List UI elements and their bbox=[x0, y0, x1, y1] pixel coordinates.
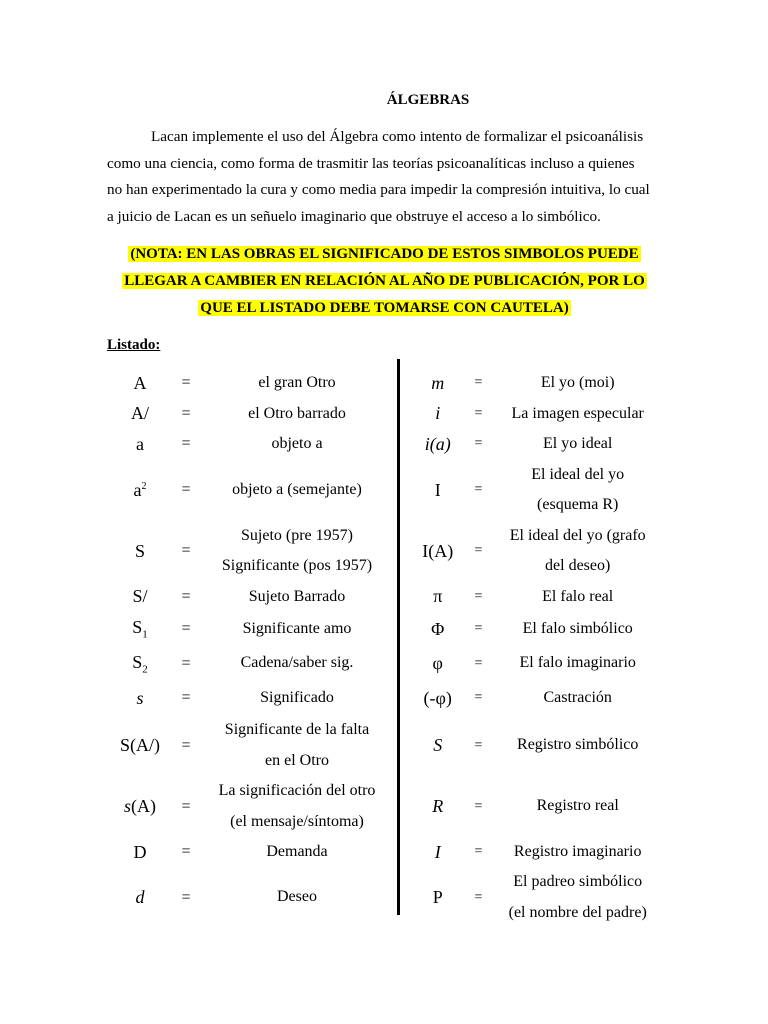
column-divider bbox=[397, 359, 400, 915]
equals-sign: = bbox=[474, 737, 483, 753]
symbol: (-φ) bbox=[423, 687, 452, 708]
meaning: Significante amo bbox=[242, 619, 352, 637]
equals-sign: = bbox=[474, 690, 483, 705]
highlighted-note bbox=[107, 241, 662, 322]
equals-sign: = bbox=[474, 844, 483, 860]
symbol-row bbox=[402, 612, 672, 646]
equals-sign: = bbox=[474, 798, 483, 814]
meaning: Sujeto Barrado bbox=[248, 587, 346, 605]
symbol: I(A) bbox=[422, 540, 454, 561]
meaning: El yo ideal bbox=[543, 435, 613, 452]
meaning-line-2: del deseo) bbox=[545, 557, 611, 574]
equals-sign: = bbox=[181, 404, 191, 422]
meaning: Registro imaginario bbox=[513, 843, 642, 860]
symbol: i bbox=[435, 403, 441, 424]
symbol: π bbox=[433, 586, 443, 607]
symbol-row bbox=[402, 368, 672, 399]
symbol-row bbox=[402, 868, 672, 928]
meaning: el Otro barrado bbox=[248, 404, 346, 422]
symbols-left-column bbox=[110, 368, 392, 928]
equals-sign: = bbox=[181, 654, 191, 672]
symbol: R bbox=[432, 796, 444, 816]
symbol: S/ bbox=[132, 586, 148, 607]
symbol bbox=[110, 652, 170, 676]
subscript: 1 bbox=[142, 628, 148, 641]
meaning: La imagen especular bbox=[511, 404, 644, 422]
meaning bbox=[202, 776, 392, 837]
meaning: el gran Otro bbox=[258, 374, 336, 391]
symbol: Φ bbox=[431, 618, 445, 639]
symbol-row bbox=[402, 681, 672, 715]
equals-sign: = bbox=[181, 435, 191, 453]
symbol-row bbox=[110, 460, 392, 521]
symbol-row bbox=[402, 715, 672, 776]
meaning-line-2: (el nombre del padre) bbox=[508, 903, 647, 921]
symbol: a bbox=[136, 433, 144, 454]
symbol bbox=[110, 617, 170, 641]
equals-sign: = bbox=[474, 621, 483, 636]
meaning: El yo (moi) bbox=[540, 374, 615, 391]
meaning: Castración bbox=[543, 688, 612, 706]
note-line-1: (NOTA: EN LAS OBRAS EL SIGNIFICADO DE ESTOS SIMBOLOS PUEDE bbox=[130, 246, 639, 262]
symbol-base: S bbox=[132, 617, 143, 638]
symbols-right-column bbox=[402, 368, 672, 928]
symbol: s bbox=[136, 687, 144, 708]
symbol-row bbox=[110, 612, 392, 646]
meaning bbox=[483, 521, 672, 582]
symbol: I bbox=[434, 479, 441, 500]
equals-sign: = bbox=[181, 620, 191, 637]
symbol: m bbox=[431, 372, 445, 393]
symbol: d bbox=[135, 887, 145, 907]
meaning-line-1: Sujeto (pre 1957) bbox=[241, 526, 353, 544]
symbol-row bbox=[110, 368, 392, 399]
symbol-row bbox=[110, 429, 392, 460]
symbol bbox=[110, 480, 170, 501]
equals-sign: = bbox=[181, 587, 191, 605]
equals-sign: = bbox=[181, 736, 191, 754]
symbol-row bbox=[110, 646, 392, 681]
symbol: I bbox=[434, 841, 441, 862]
meaning: Cadena/saber sig. bbox=[240, 654, 354, 672]
symbol-row bbox=[402, 429, 672, 460]
meaning: El falo simbólico bbox=[522, 619, 633, 637]
equals-sign: = bbox=[181, 542, 191, 559]
meaning-line-2: (el mensaje/síntoma) bbox=[230, 812, 364, 830]
meaning: objeto a (semejante) bbox=[232, 480, 362, 498]
meaning: El falo imaginario bbox=[519, 654, 636, 672]
equals-sign: = bbox=[474, 588, 483, 604]
symbol: P bbox=[432, 887, 443, 907]
equals-sign: = bbox=[181, 689, 191, 706]
meaning: Significado bbox=[260, 688, 334, 706]
meaning-line-1: El padreo simbólico bbox=[513, 873, 643, 890]
symbol: φ bbox=[432, 653, 443, 673]
equals-sign: = bbox=[181, 888, 191, 906]
symbol-row bbox=[402, 521, 672, 582]
symbol-row bbox=[110, 868, 392, 928]
meaning: objeto a bbox=[271, 435, 323, 452]
meaning-line-1: La significación del otro bbox=[218, 782, 376, 799]
meaning-line-1: El ideal del yo bbox=[531, 465, 625, 483]
equals-sign: = bbox=[474, 543, 483, 558]
superscript: 2 bbox=[141, 480, 147, 492]
symbol-row bbox=[402, 460, 672, 521]
meaning bbox=[202, 521, 392, 582]
symbol: A/ bbox=[131, 403, 149, 424]
intro-text: Lacan implemente el uso del Álgebra como intento de formalizar el psicoanálisis como una ciencia, como forma de trasmitir las teorías psicoanalíticas incluso a quienes no han experimentado la cura y como media para impedir la compresión intuitiva, lo cual a juicio de Lacan es un señuelo imaginario que obstruye el acceso a lo simbólico. bbox=[107, 128, 650, 225]
symbol-base: a bbox=[133, 479, 142, 500]
symbol-row bbox=[402, 776, 672, 837]
note-line-2: LLEGAR A CAMBIER EN RELACIÓN AL AÑO DE PUBLICACIÓN, POR LO bbox=[124, 273, 645, 289]
meaning: Registro real bbox=[536, 797, 619, 815]
equals-sign: = bbox=[474, 375, 483, 391]
symbol-row bbox=[110, 521, 392, 582]
equals-sign: = bbox=[474, 482, 483, 497]
equals-sign: = bbox=[474, 436, 483, 452]
meaning-line-1: El ideal del yo (grafo bbox=[509, 526, 646, 544]
symbol: i(a) bbox=[424, 433, 451, 454]
list-heading: Listado: bbox=[107, 337, 161, 353]
symbol-base: S bbox=[132, 651, 143, 672]
symbol-row bbox=[402, 399, 672, 430]
symbol-row bbox=[402, 837, 672, 868]
meaning bbox=[202, 715, 392, 776]
equals-sign: = bbox=[181, 843, 191, 861]
note-line-3: QUE EL LISTADO DEBE TOMARSE CON CAUTELA) bbox=[200, 300, 569, 316]
equals-sign: = bbox=[474, 405, 483, 421]
meaning: Deseo bbox=[277, 888, 317, 906]
symbol: D bbox=[133, 841, 147, 862]
equals-sign: = bbox=[474, 655, 483, 671]
intro-paragraph bbox=[107, 124, 652, 230]
page-title: ÁLGEBRAS bbox=[386, 92, 470, 108]
symbol: S bbox=[433, 735, 443, 755]
meaning bbox=[483, 460, 672, 521]
meaning-line-2: Significante (pos 1957) bbox=[221, 557, 373, 574]
equals-sign: = bbox=[181, 797, 191, 815]
symbol-base: (A) bbox=[131, 796, 156, 816]
symbol-row bbox=[402, 646, 672, 681]
meaning-line-2: en el Otro bbox=[265, 751, 329, 769]
symbol bbox=[110, 796, 170, 817]
symbol-row bbox=[110, 582, 392, 613]
equals-sign: = bbox=[181, 374, 191, 392]
symbol: S(A/) bbox=[120, 735, 160, 755]
meaning: Registro simbólico bbox=[517, 736, 639, 754]
symbol-row bbox=[402, 582, 672, 613]
symbol-row bbox=[110, 837, 392, 868]
meaning-line-2: (esquema R) bbox=[537, 496, 619, 513]
symbol: S bbox=[134, 540, 145, 561]
equals-sign: = bbox=[474, 889, 483, 905]
meaning bbox=[483, 867, 672, 928]
symbol-row bbox=[110, 715, 392, 776]
symbol: A bbox=[133, 372, 147, 393]
meaning: El falo real bbox=[542, 587, 614, 605]
meaning-line-1: Significante de la falta bbox=[224, 721, 370, 738]
equals-sign: = bbox=[181, 481, 191, 498]
meaning: Demanda bbox=[266, 843, 328, 860]
symbol-italic: s bbox=[123, 796, 131, 816]
symbol-row bbox=[110, 776, 392, 837]
subscript: 2 bbox=[142, 663, 148, 676]
symbol-row bbox=[110, 681, 392, 715]
symbol-row bbox=[110, 399, 392, 430]
